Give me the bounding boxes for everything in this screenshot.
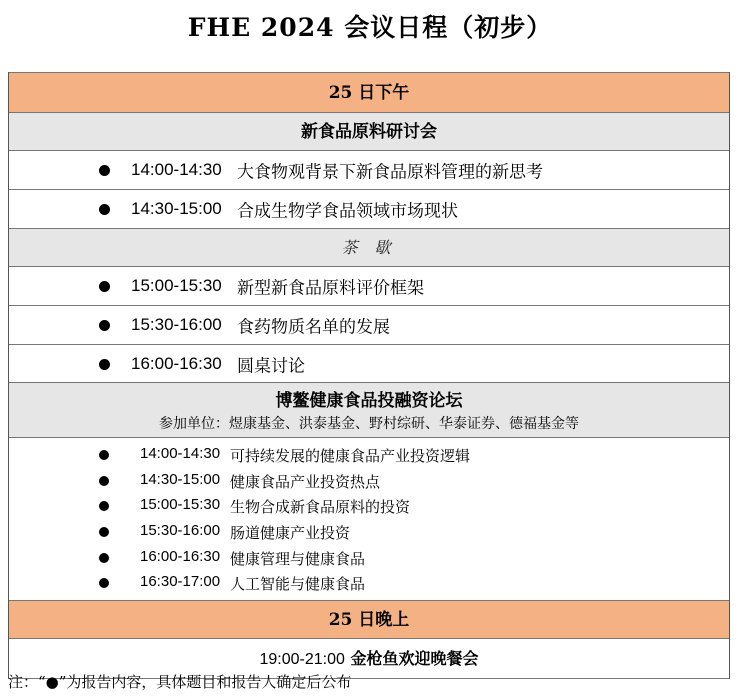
day-header-label: 25 日下午 [328,83,410,103]
bullet-icon [99,527,109,537]
item-time: 14:00-14:30 [140,445,221,462]
forum-item [9,468,729,494]
schedule-item [9,189,729,228]
forum-item [9,493,729,519]
forum-participants: 参加单位：煜康基金、洪泰基金、野村综研、华泰证券、德福基金等 [159,416,579,432]
item-time: 16:00-16:30 [131,353,222,373]
schedule-item [9,344,729,382]
session-title-row [9,112,729,150]
item-topic: 新型新食品原料评价框架 [237,278,424,299]
forum-item [9,545,729,571]
item-time: 14:30-15:00 [131,199,222,218]
item-topic: 健康管理与健康食品 [230,549,366,568]
item-topic: 食药物质名单的发展 [237,317,390,338]
item-topic: 生物合成新食品原料的投资 [230,498,411,517]
item-topic: 可持续发展的健康食品产业投资逻辑 [230,447,471,465]
item-time: 14:00-14:30 [131,160,222,179]
bullet-icon [99,320,110,331]
item-time: 15:30-16:00 [140,522,221,540]
dinner-time: 19:00-21:00 [259,651,345,669]
forum-item-list [9,437,729,600]
schedule-item [9,150,729,189]
page-title: FHE 2024 会议日程（初步） [187,13,553,42]
bullet-icon [99,165,110,176]
bullet-icon [99,450,109,460]
forum-title: 博鳌健康食品投融资论坛 [275,391,463,411]
tea-break-label: 茶 歇 [341,238,397,257]
forum-item [9,570,729,596]
footnote: 注：“●”为报告内容，具体题目和报告人确定后公布 [8,673,352,691]
session-title: 新食品原料研讨会 [301,122,437,142]
schedule-item [9,305,729,344]
bullet-icon [99,578,109,588]
bullet-icon [99,501,109,511]
item-time: 16:30-17:00 [140,573,221,591]
item-topic: 肠道健康产业投资 [230,524,351,543]
item-time: 15:30-16:00 [131,315,222,334]
item-topic: 人工智能与健康食品 [230,575,366,594]
bullet-icon [99,476,109,486]
bullet-icon [99,204,110,215]
bullet-icon [99,553,109,563]
item-topic: 圆桌讨论 [237,356,305,376]
tea-break-row [9,228,729,266]
forum-header-row [9,382,729,437]
evening-header [9,600,729,638]
item-time: 15:00-15:30 [131,276,222,295]
item-topic: 健康食品产业投资热点 [230,472,381,491]
item-topic: 大食物观背景下新食品原料管理的新思考 [237,162,543,183]
schedule-table [8,72,730,679]
day-header [9,72,729,112]
bullet-icon [99,359,110,370]
dinner-name: 金枪鱼欢迎晚餐会 [350,649,479,669]
item-time: 14:30-15:00 [140,470,221,488]
evening-header-label: 25 日晚上 [328,610,410,631]
bullet-icon [99,281,110,292]
item-topic: 合成生物学食品领域市场现状 [237,201,458,222]
forum-item [9,519,729,545]
item-time: 16:00-16:30 [140,547,221,565]
item-time: 15:00-15:30 [140,496,221,514]
forum-item [9,442,729,468]
schedule-item [9,266,729,305]
